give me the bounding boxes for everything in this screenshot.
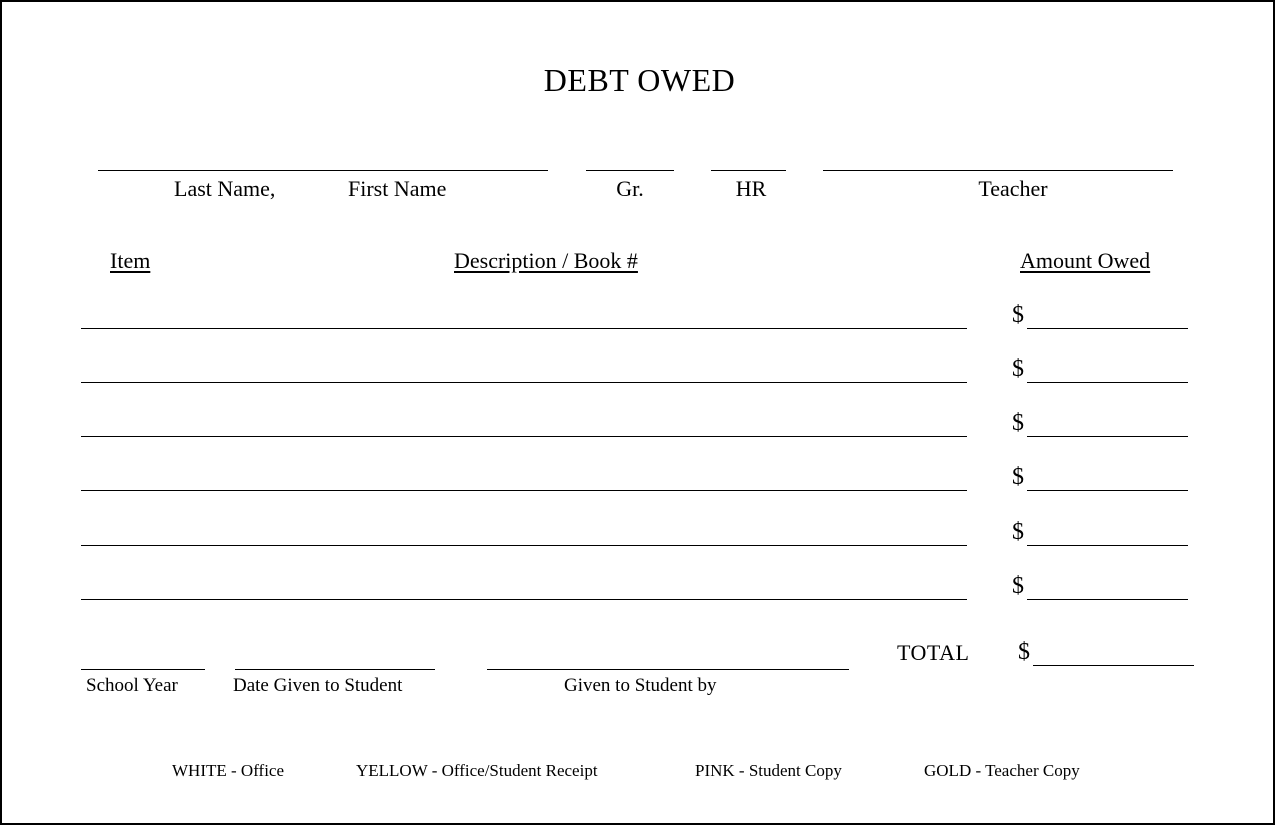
- description-column-header: Description / Book #: [454, 248, 638, 273]
- school-year-label: School Year: [86, 675, 178, 696]
- description-input-line[interactable]: [81, 599, 967, 600]
- dollar-sign: $: [1012, 410, 1024, 436]
- amount-input-line[interactable]: [1027, 436, 1188, 437]
- total-label: TOTAL: [897, 640, 970, 665]
- dollar-sign: $: [1012, 519, 1024, 545]
- dollar-sign: $: [1012, 356, 1024, 382]
- amount-input-line[interactable]: [1027, 382, 1188, 383]
- homeroom-input-line[interactable]: [711, 170, 786, 171]
- dollar-sign: $: [1012, 573, 1024, 599]
- homeroom-label: HR: [735, 176, 767, 201]
- total-amount-input-line[interactable]: [1033, 665, 1194, 666]
- dollar-sign: $: [1012, 302, 1024, 328]
- amount-column-header: Amount Owed: [1020, 248, 1151, 273]
- name-input-line[interactable]: [98, 170, 548, 171]
- copy-legend-yellow: YELLOW - Office/Student Receipt: [356, 761, 598, 780]
- date-given-input-line[interactable]: [235, 669, 435, 670]
- item-column-header: Item: [110, 248, 151, 273]
- amount-input-line[interactable]: [1027, 599, 1188, 600]
- last-name-label: Last Name,: [174, 176, 276, 201]
- copy-legend-white: WHITE - Office: [172, 761, 285, 780]
- teacher-input-line[interactable]: [823, 170, 1173, 171]
- given-by-input-line[interactable]: [487, 669, 849, 670]
- form-title: DEBT OWED: [543, 62, 736, 98]
- amount-input-line[interactable]: [1027, 328, 1188, 329]
- date-given-label: Date Given to Student: [233, 675, 403, 696]
- description-input-line[interactable]: [81, 490, 967, 491]
- description-input-line[interactable]: [81, 382, 967, 383]
- grade-label: Gr.: [616, 176, 644, 201]
- description-input-line[interactable]: [81, 545, 967, 546]
- total-dollar-sign: $: [1018, 639, 1030, 665]
- school-year-input-line[interactable]: [81, 669, 205, 670]
- grade-input-line[interactable]: [586, 170, 674, 171]
- description-input-line[interactable]: [81, 436, 967, 437]
- copy-legend-pink: PINK - Student Copy: [695, 761, 842, 780]
- amount-input-line[interactable]: [1027, 490, 1188, 491]
- description-input-line[interactable]: [81, 328, 967, 329]
- teacher-label: Teacher: [978, 176, 1048, 201]
- first-name-label: First Name: [348, 176, 447, 201]
- dollar-sign: $: [1012, 464, 1024, 490]
- given-by-label: Given to Student by: [564, 675, 717, 696]
- amount-input-line[interactable]: [1027, 545, 1188, 546]
- copy-legend-gold: GOLD - Teacher Copy: [924, 761, 1080, 780]
